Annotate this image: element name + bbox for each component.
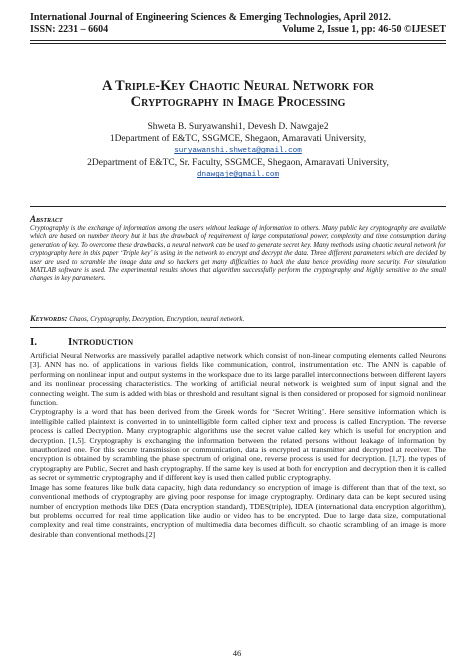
section-number: I. bbox=[30, 336, 38, 348]
authors-line: Shweta B. Suryawanshi1, Devesh D. Nawgaje2 bbox=[147, 122, 329, 132]
header-rule-double bbox=[30, 43, 446, 44]
authors-block bbox=[30, 122, 446, 182]
email-2[interactable]: dnawgaje@gmail.com bbox=[196, 171, 280, 180]
volume-info: Volume 2, Issue 1, pp: 46-50 ©IJESET bbox=[282, 24, 446, 35]
section-title: Introduction bbox=[68, 336, 134, 348]
issn: ISSN: 2231 – 6604 bbox=[30, 24, 109, 35]
abstract-text: Cryptography is the exchange of information among the users without leakage of information to others. Many public key cryptography are available which are based on number theory but it has the drawback of requirement of large computational power, complexity and time consumption during generation of key. To overcome these drawbacks, a neural network can be used to generate secret key. Many methods using chaotic neural network for cryptography here in this paper ‘Triple key’ is using in the network to encrypt and decrypt the data. Three different parameters which are decided by user are used to scramble the image data and so hackers get many difficulties to hack the data hence providing more security. For simulation MATLAB software is used. The experimental results shows that algorithm successfully perform the cryptography and highly sensitive to the small changes in key parameters. bbox=[30, 225, 446, 283]
paragraph: Image has some features like bulk data capacity, high data redundancy so encryption of image is different than that of the text, so conventional methods of cryptography are giving poor response for image cryptography. Ordinary data can be kept secured using number of encryption methods like DES (Data encryption standard), TDES(triple), IDEA (international data encryption algorithm), but problems occurred for real time application like audio or video has to be encrypted. Due to large data size, computational complexity and real time constraints, encryption of multimedia data becomes difficult. so chaotic scrambling of an image is more desirable than conventional methods.[2] bbox=[30, 482, 446, 539]
section-heading-introduction bbox=[30, 336, 133, 348]
paper-title: A Triple-Key Chaotic Neural Network for Cryptography in Image Processing bbox=[102, 78, 374, 110]
email-1[interactable]: suryawanshi.shweta@gmail.com bbox=[174, 147, 302, 156]
affiliation-1: 1Department of E&TC, SSGMCE, Shegaon, Amaravati University, bbox=[109, 133, 367, 144]
affiliation-2: 2Department of E&TC, Sr. Faculty, SSGMCE, Shegaon, Amaravati University, bbox=[87, 157, 389, 168]
page-number: 46 bbox=[232, 648, 242, 658]
keywords-label: Keywords: bbox=[30, 313, 68, 323]
issn-volume-line bbox=[30, 24, 446, 36]
introduction-body bbox=[30, 351, 446, 539]
keywords-text: Chaos, Cryptography, Decryption, Encryption, neural network. bbox=[69, 316, 245, 323]
abstract-heading: Abstract bbox=[30, 214, 63, 224]
keywords-line bbox=[30, 313, 446, 323]
abstract-rule-top bbox=[30, 206, 446, 207]
abstract-rule-bottom bbox=[30, 327, 446, 328]
header-rule bbox=[30, 40, 446, 41]
paragraph: Artificial Neural Networks are massively parallel adaptive network which consist of non-linear computing elements called Neurons [3]. ANN has no. of applications in various fields like communication, control, instrumentation etc. The ANN is capable of performing on nonlinear input and output systems in the workspace due to its large parallel interconnections between different layers and its nonlinear processing characteristics. The working of artificial neural network is weighted sum of input signal and the connecting weight. The sum is added with bias or threshold and resultant signal is then considered or proposed for sigmoid nonlinear function. bbox=[30, 351, 446, 408]
journal-header: International Journal of Engineering Sciences & Emerging Technologies, April 2012. bbox=[30, 12, 391, 23]
paragraph: Cryptography is a word that has been derived from the Greek words for ‘Secret Writing’. Here sensitive information which is intelligible called plaintext is converted in to unintelligible form called cipher text and process is called Encryption. The reverse process is called Decryption. Many cryptographic algorithms use the secret value called key which is useful for encryption and decryption. [1,5]. Cryptography is exchanging the information between the related persons without leakage of information by unauthorized one. For this secure transmission or communication, data is encrypted at transmitter and decrypted at receiver. The encryption is obtained by scrambling the phase spectrum of original one, reverse process is used for decryption. [1,7]. the types of cryptography are Public, Secret and hash cryptography. If the same key is used at both for encryption and decryption then it is called as secret or symmetric cryptography and if different key is used then called public cryptography. bbox=[30, 407, 446, 483]
